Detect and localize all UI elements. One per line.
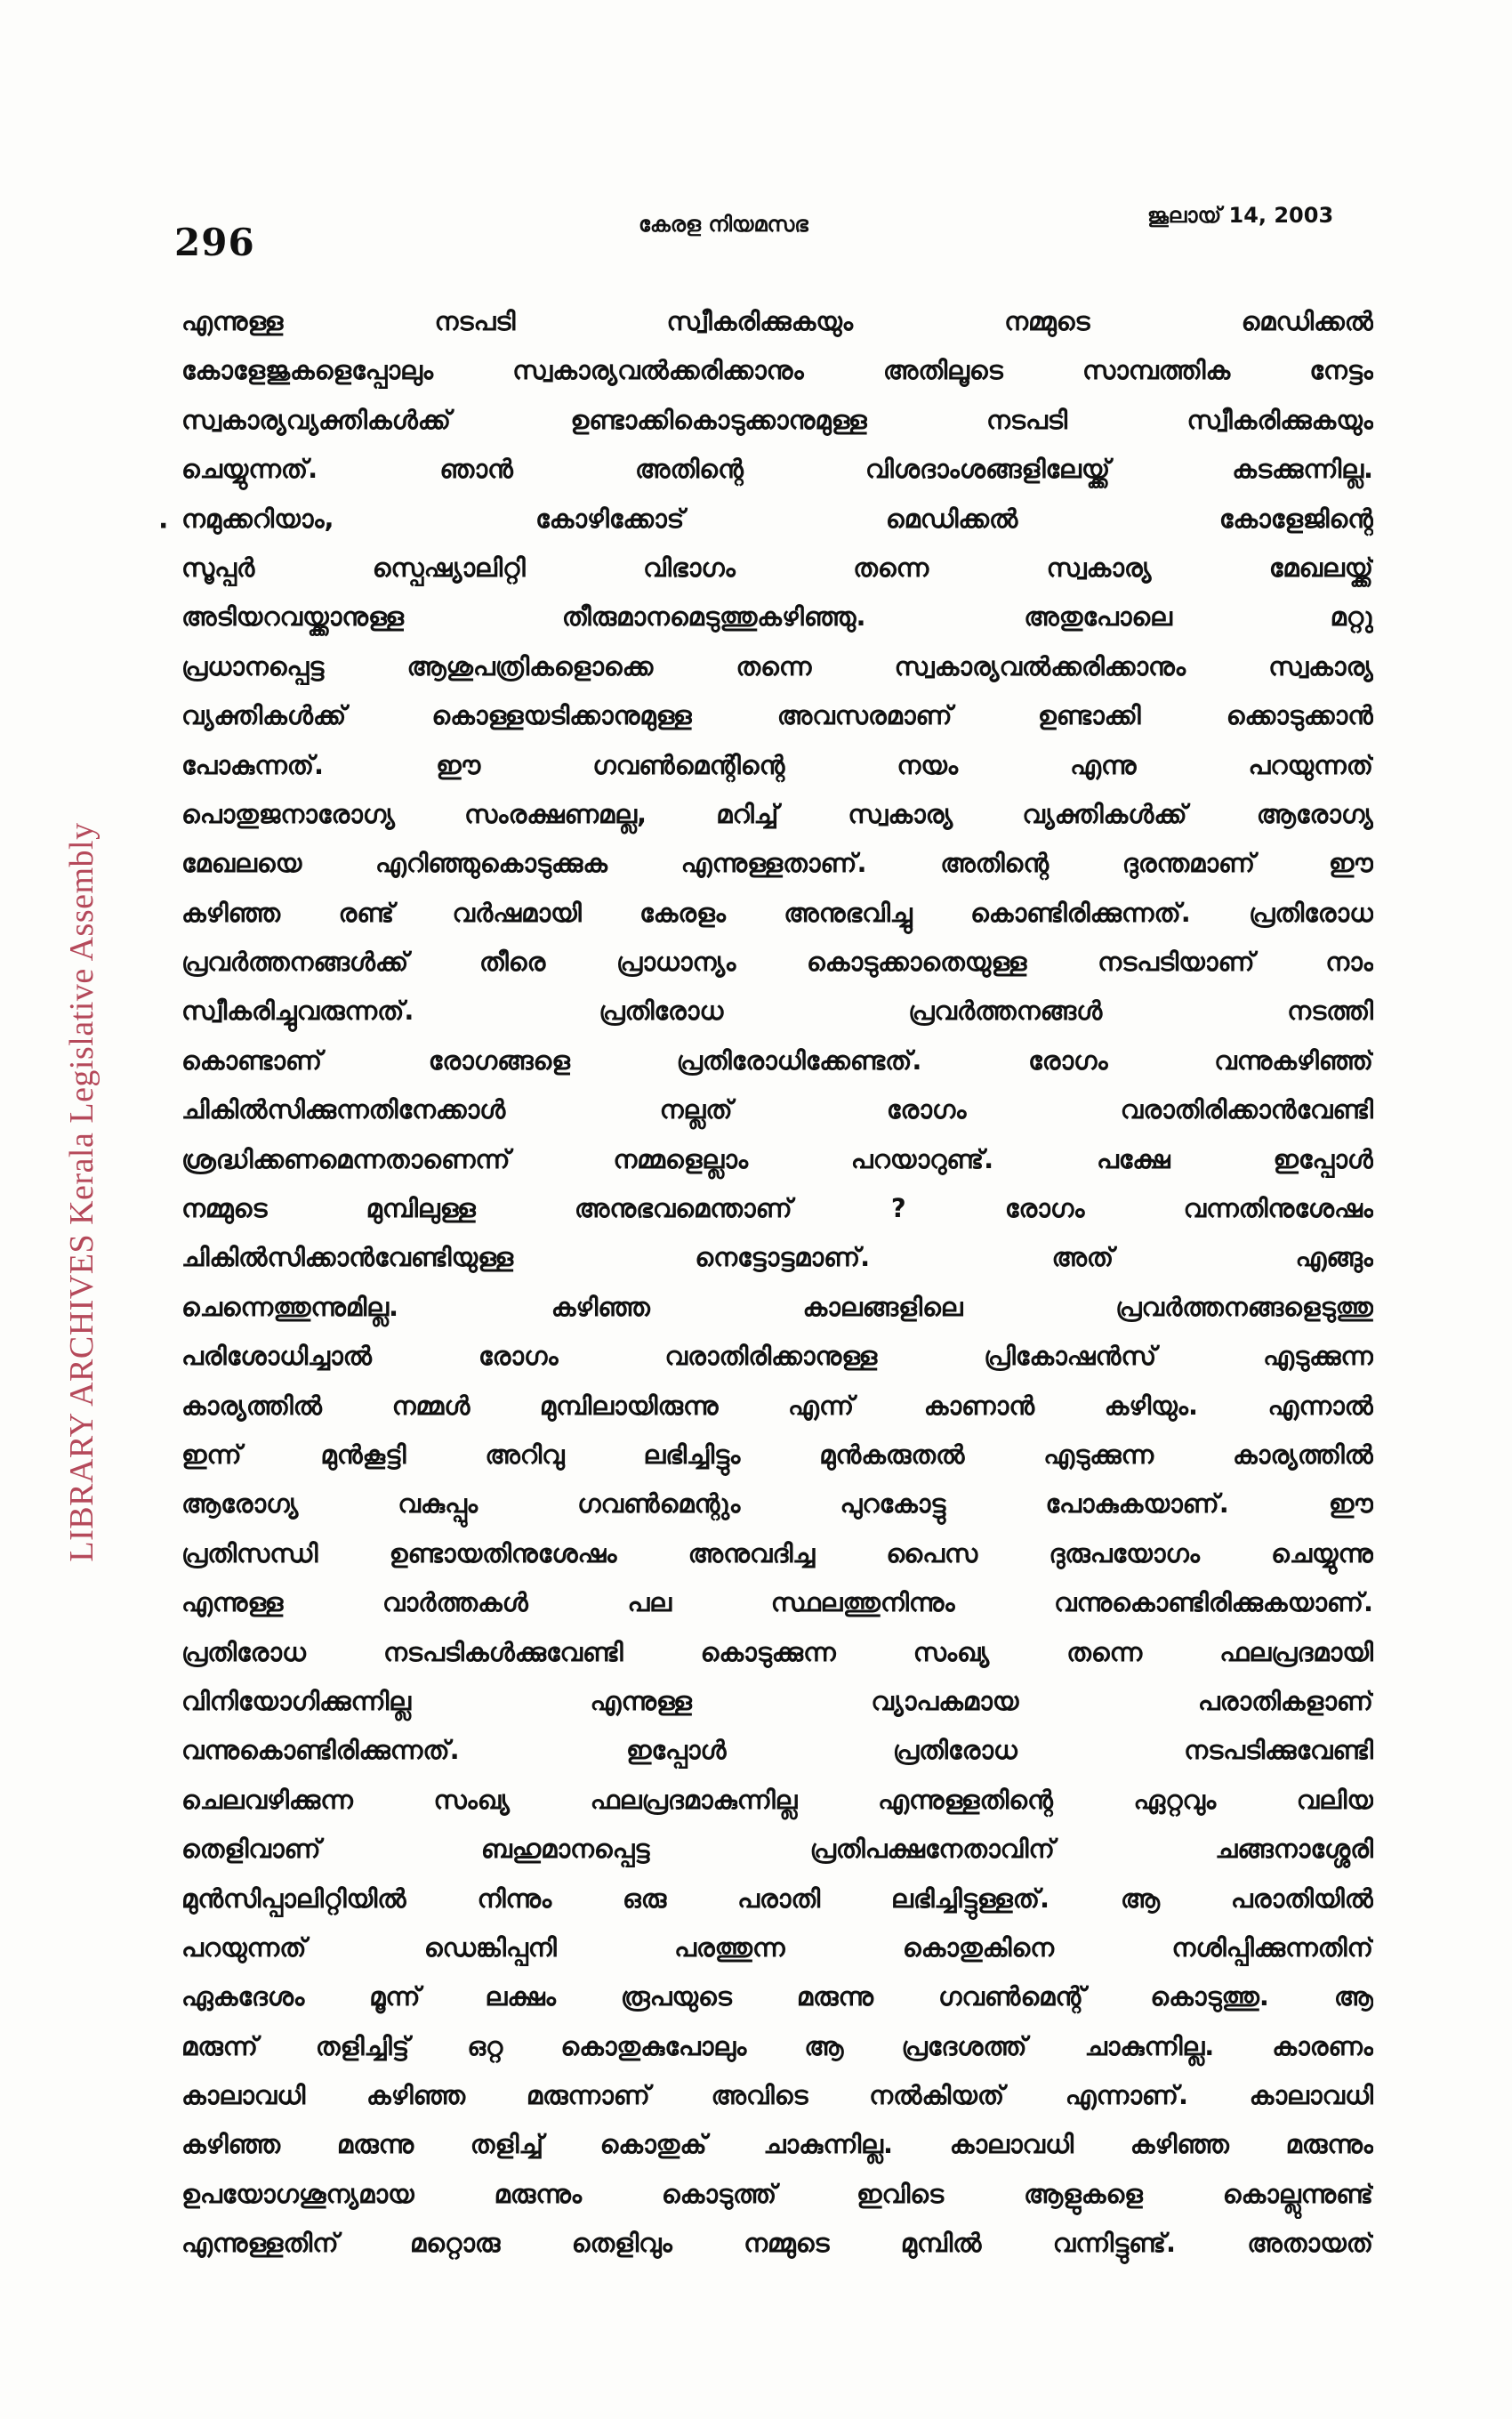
text-line: മുൻസിപ്പാലിറ്റിയിൽ നിന്നും ഒരു പരാതി ലഭിച്ചിട്ടുള്ളത്. ആ പരാതിയിൽ — [181, 1883, 1373, 1914]
text-line: കഴിഞ്ഞ മരുന്നു തളിച്ച് കൊതുക് ചാകുന്നില്ല. കാലാവധി കഴിഞ്ഞ മരുന്നും — [181, 2129, 1373, 2160]
text-line: മേഖലയെ എറിഞ്ഞുകൊടുക്കുക എന്നുള്ളതാണ്. അതിന്റെ ദുരന്തമാണ് ഈ — [181, 848, 1373, 879]
text-line: പ്രതിസന്ധി ഉണ്ടായതിനുശേഷം അനുവദിച്ച പൈസ ദുരുപയോഗം ചെയ്യുന്നു — [181, 1537, 1373, 1568]
text-line: പൊതുജനാരോഗ്യ സംരക്ഷണമല്ല, മറിച്ച് സ്വകാര്യ വ്യക്തികൾക്ക് ആരോഗ്യ — [181, 798, 1373, 829]
text-line: ശ്രദ്ധിക്കണമെന്നതാണെന്ന് നമ്മളെല്ലാം പറയാറുണ്ട്. പക്ഷേ ഇപ്പോൾ — [181, 1143, 1373, 1174]
text-line: ചികിൽസിക്കാൻവേണ്ടിയുള്ള നെട്ടോട്ടമാണ്. അത് എങ്ങും — [181, 1242, 1373, 1273]
text-line: നമുക്കറിയാം, കോഴിക്കോട് മെഡിക്കൽ കോളേജിന്റെ — [181, 503, 1373, 534]
text-line: മരുന്ന് തളിച്ചിട്ട് ഒറ്റ കൊതുകുപോലും ആ പ്രദേശത്ത് ചാകുന്നില്ല. കാരണം — [181, 2030, 1373, 2061]
text-line: ആരോഗ്യ വകുപ്പും ഗവൺമെന്റും പുറകോട്ടു പോകുകയാണ്. ഈ — [181, 1488, 1373, 1520]
text-line: എന്നുള്ളതിന് മറ്റൊരു തെളിവും നമ്മുടെ മുമ്പിൽ വന്നിട്ടുണ്ട്. അതായത് — [181, 2228, 1373, 2259]
text-line: തെളിവാണ് ബഹുമാനപ്പെട്ട പ്രതിപക്ഷനേതാവിന് ചങ്ങനാശ്ശേരി — [181, 1834, 1373, 1865]
text-line: പറയുന്നത് ഡെങ്കിപ്പനി പരത്തുന്ന കൊതുകിനെ നശിപ്പിക്കുന്നതിന് — [181, 1931, 1373, 1963]
page-header-title: കേരള നിയമസഭ — [639, 212, 808, 237]
text-line: ഏകദേശം മൂന്ന് ലക്ഷം രൂപയുടെ മരുന്നു ഗവൺമെന്റ് കൊടുത്തു. ആ — [181, 1981, 1373, 2012]
archive-watermark: LIBRARY ARCHIVES Kerala Legislative Assembly — [63, 822, 101, 1562]
text-line: നമ്മുടെ മുമ്പിലുള്ള അനുഭവമെന്താണ് ? രോഗം വന്നതിനുശേഷം — [181, 1193, 1373, 1224]
text-line: ഇന്ന് മുൻകൂട്ടി അറിവു ലഭിച്ചിട്ടും മുൻകരുതൽ എടുക്കുന്ന കാര്യത്തിൽ — [181, 1439, 1373, 1470]
text-line: പോകുന്നത്. ഈ ഗവൺമെന്റിന്റെ നയം എന്നു പറയുന്നത് — [181, 749, 1373, 780]
text-line: സൂപ്പർ സ്പെഷ്യാലിറ്റി വിഭാഗം തന്നെ സ്വകാര്യ മേഖലയ്ക്ക് — [181, 552, 1373, 583]
text-line: എന്നുള്ള നടപടി സ്വീകരിക്കുകയും നമ്മുടെ മെഡിക്കൽ — [181, 306, 1373, 336]
body-paragraph — [181, 297, 1373, 2269]
text-line: ഉപയോഗശൂന്യമായ മരുന്നും കൊടുത്ത് ഇവിടെ ആളുകളെ കൊല്ലുന്നുണ്ട് — [181, 2178, 1373, 2209]
text-line: സ്വകാര്യവ്യക്തികൾക്ക് ഉണ്ടാക്കികൊടുക്കാനുമുള്ള നടപടി സ്വീകരിക്കുകയും — [181, 404, 1373, 435]
text-line: കോളേജുകളെപ്പോലും സ്വകാര്യവൽക്കരിക്കാനും അതിലൂടെ സാമ്പത്തിക നേട്ടം — [181, 355, 1373, 386]
text-line: ചികിൽസിക്കുന്നതിനേക്കാൾ നല്ലത് രോഗം വരാതിരിക്കാൻവേണ്ടി — [181, 1094, 1373, 1125]
margin-mark: · — [158, 511, 169, 542]
text-line: സ്വീകരിച്ചുവരുന്നത്. പ്രതിരോധ പ്രവർത്തനങ്ങൾ നടത്തി — [181, 996, 1373, 1027]
page-header-date: ജൂലായ് 14, 2003 — [1147, 203, 1334, 228]
text-line: വിനിയോഗിക്കുന്നില്ല എന്നുള്ള വ്യാപകമായ പരാതികളാണ് — [181, 1685, 1373, 1716]
text-line: ചെലവഴിക്കുന്ന സംഖ്യ ഫലപ്രദമാകുന്നില്ല എന്നുള്ളതിന്റെ ഏറ്റവും വലിയ — [181, 1784, 1373, 1815]
text-line: പ്രതിരോധ നടപടികൾക്കുവേണ്ടി കൊടുക്കുന്ന സംഖ്യ തന്നെ ഫലപ്രദമായി — [181, 1636, 1373, 1667]
text-line: വന്നുകൊണ്ടിരിക്കുന്നത്. ഇപ്പോൾ പ്രതിരോധ നടപടിക്കുവേണ്ടി — [181, 1735, 1373, 1766]
text-line: ചെന്നെത്തുന്നുമില്ല. കഴിഞ്ഞ കാലങ്ങളിലെ പ്രവർത്തനങ്ങളെടുത്തു — [181, 1291, 1373, 1322]
text-line: കാലാവധി കഴിഞ്ഞ മരുന്നാണ് അവിടെ നൽകിയത് എന്നാണ്. കാലാവധി — [181, 2080, 1373, 2111]
text-line: വ്യക്തികൾക്ക് കൊള്ളയടിക്കാനുമുള്ള അവസരമാണ് ഉണ്ടാക്കി ക്കൊടുക്കാൻ — [181, 700, 1373, 731]
text-line: പരിശോധിച്ചാൽ രോഗം വരാതിരിക്കാനുള്ള പ്രികോഷൻസ് എടുക്കുന്ന — [181, 1341, 1373, 1372]
text-line: എന്നുള്ള വാർത്തകൾ പല സ്ഥലത്തുനിന്നും വന്നുകൊണ്ടിരിക്കുകയാണ്. — [181, 1587, 1373, 1618]
text-line: പ്രവർത്തനങ്ങൾക്ക് തീരെ പ്രാധാന്യം കൊടുക്കാതെയുള്ള നടപടിയാണ് നാം — [181, 947, 1373, 978]
page-number: 296 — [174, 221, 255, 264]
text-line: കൊണ്ടാണ് രോഗങ്ങളെ പ്രതിരോധിക്കേണ്ടത്. രോഗം വന്നുകഴിഞ്ഞ് — [181, 1044, 1373, 1076]
text-line: അടിയറവയ്ക്കാനുള്ള തീരുമാനമെടുത്തുകഴിഞ്ഞു. അതുപോലെ മറ്റു — [181, 601, 1373, 633]
text-line: കാര്യത്തിൽ നമ്മൾ മുമ്പിലായിരുന്നു എന്ന് കാണാൻ കഴിയും. എന്നാൽ — [181, 1390, 1373, 1421]
text-line: പ്രധാനപ്പെട്ട ആശുപത്രികളൊക്കെ തന്നെ സ്വകാര്യവൽക്കരിക്കാനും സ്വകാര്യ — [181, 650, 1373, 681]
text-line: കഴിഞ്ഞ രണ്ട് വർഷമായി കേരളം അനുഭവിച്ചു കൊണ്ടിരിക്കുന്നത്. പ്രതിരോധ — [181, 897, 1373, 928]
text-line: ചെയ്യുന്നത്. ഞാൻ അതിന്റെ വിശദാംശങ്ങളിലേയ്ക്ക് കടക്കുന്നില്ല. — [181, 454, 1373, 485]
